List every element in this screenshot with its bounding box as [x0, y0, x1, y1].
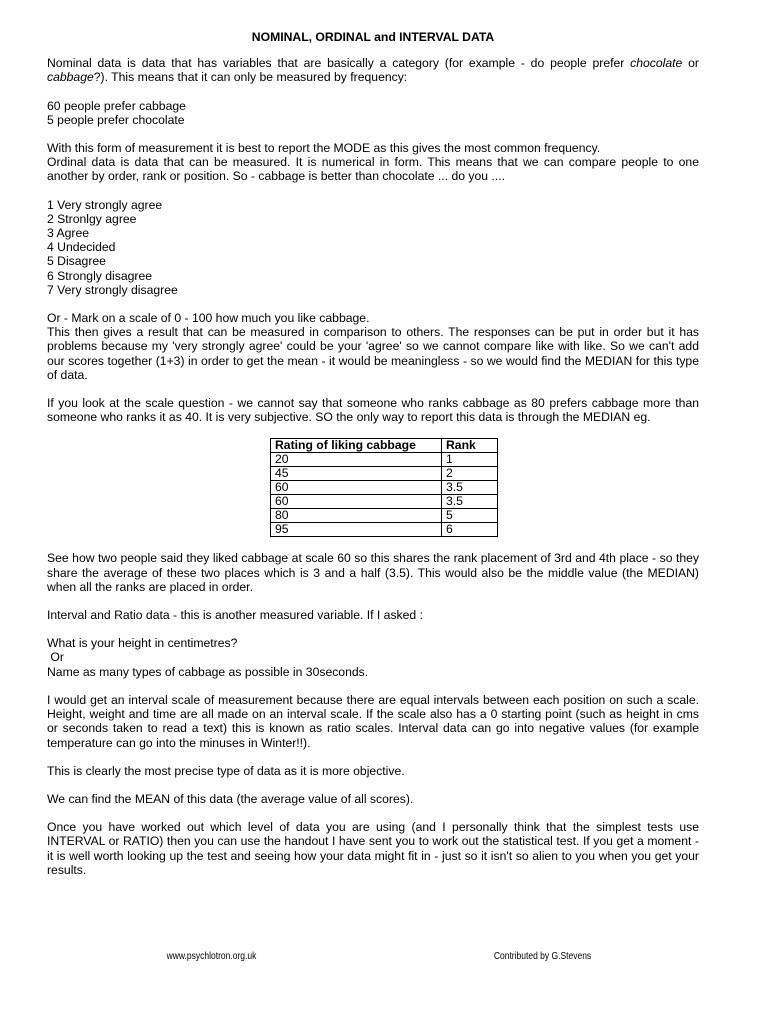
interval-questions: [47, 636, 699, 679]
table-cell: 95: [271, 523, 442, 537]
table-cell: 6: [442, 523, 498, 537]
table-header-row: [271, 439, 498, 453]
scale-item: 4 Undecided: [47, 240, 116, 255]
scale-item: 2 Stronlgy agree: [47, 211, 137, 226]
table-row: [271, 453, 498, 467]
table-cell: 2: [442, 467, 498, 481]
nominal-intro-text-a: Nominal data is data that has variables that are basically a category (for example - do people prefer: [47, 56, 631, 71]
table-cell: 60: [271, 481, 442, 495]
table-cell: 3.5: [442, 495, 498, 509]
table-header-rating: Rating of liking cabbage: [271, 439, 442, 453]
table-row: [271, 467, 498, 481]
table-row: [271, 523, 498, 537]
scale-item: 1 Very strongly agree: [47, 197, 163, 212]
mean-note: We can find the MEAN of this data (the average value of all scores).: [47, 791, 414, 806]
table-row: [271, 495, 498, 509]
subjective-note: If you look at the scale question - we cannot say that someone who ranks cabbage as 80 prefers cabbage more than someone who ranks it as 40. It is very subjective. SO the only way to report this data is through the MEDIAN eg.: [47, 396, 699, 425]
scale-item: 3 Agree: [47, 226, 90, 241]
height-question: What is your height in centimetres?: [47, 636, 238, 651]
nominal-intro: [47, 56, 699, 84]
table-row: [271, 481, 498, 495]
ordinal-intro: Ordinal data is data that can be measured. It is numerical in form. This means that we can compare people to one another by order, rank or position. So - cabbage is better than chocolate ... do you ....: [47, 155, 699, 184]
table-cell: 60: [271, 495, 442, 509]
footer-website: www.psychlotron.org.uk: [166, 951, 257, 962]
scale-item: 5 Disagree: [47, 254, 106, 269]
table-cell: 1: [442, 453, 498, 467]
footer-credit: Contributed by G.Stevens: [493, 951, 592, 962]
interval-explanation: I would get an interval scale of measurement because there are equal intervals between each position on such a scale. Height, weight and time are all made on an interval scale. If the scale also has a 0 starting point (such as height in cms or seconds taken to read a text) this is known as ratio scales. Interval data can go into negative values (for example temperature can go into the minuses in Winter!!).: [47, 692, 699, 750]
ordinal-problem: This then gives a result that can be measured in comparison to others. The responses can be put in order but it has problems because my 'very strongly agree' could be your 'agree' so we cannot compare like with like. So we can't add our scores together (1+3) in order to get the mean - it would be meaningless - so we would find the MEDIAN for this type of data.: [47, 325, 699, 382]
scale-item: 6 Strongly disagree: [47, 268, 153, 283]
table-row: [271, 509, 498, 523]
nominal-intro-cabbage: cabbage: [47, 70, 94, 85]
document-page: [47, 30, 699, 877]
nominal-intro-text-c: ?). This means that it can only be measured by frequency:: [93, 70, 408, 85]
rank-explanation: See how two people said they liked cabbage at scale 60 so this shares the rank placement of 3rd and 4th place - so they share the average of these two places which is 3 and a half (3.5). This would also be the middle value (the MEDIAN) when all the ranks are placed in order.: [47, 551, 699, 594]
nominal-example: 5 people prefer chocolate: [47, 112, 185, 127]
nominal-intro-chocolate: chocolate: [630, 56, 683, 71]
page-title: NOMINAL, ORDINAL and INTERVAL DATA: [251, 30, 495, 44]
table-cell: 5: [442, 509, 498, 523]
interval-intro: Interval and Ratio data - this is another measured variable. If I asked :: [47, 608, 423, 623]
rank-table: [270, 438, 498, 537]
agreement-scale: [47, 198, 699, 297]
or-text: Or: [47, 650, 64, 665]
table-header-rank: Rank: [442, 439, 498, 453]
table-cell: 20: [271, 453, 442, 467]
nominal-example: 60 people prefer cabbage: [47, 98, 186, 113]
closing-paragraph: Once you have worked out which level of data you are using (and I personally think that the simplest tests use INTERVAL or RATIO) then you can use the handout I have sent you to work out the statistical test. If you get a moment - it is well worth looking up the test and seeing how your data might fit in - just so it isn't so alien to you when you get your results.: [47, 820, 699, 877]
alt-scale-note: Or - Mark on a scale of 0 - 100 how much you like cabbage.: [47, 311, 370, 326]
scale-item: 7 Very strongly disagree: [47, 282, 178, 297]
cabbage-question: Name as many types of cabbage as possible in 30seconds.: [47, 664, 369, 679]
mode-note: With this form of measurement it is best to report the MODE as this gives the most common frequency.: [47, 141, 601, 156]
table-cell: 80: [271, 509, 442, 523]
table-cell: 3.5: [442, 481, 498, 495]
nominal-examples: [47, 99, 699, 127]
precise-note: This is clearly the most precise type of data as it is more objective.: [47, 763, 405, 778]
nominal-intro-text-b: or: [682, 56, 699, 71]
table-cell: 45: [271, 467, 442, 481]
